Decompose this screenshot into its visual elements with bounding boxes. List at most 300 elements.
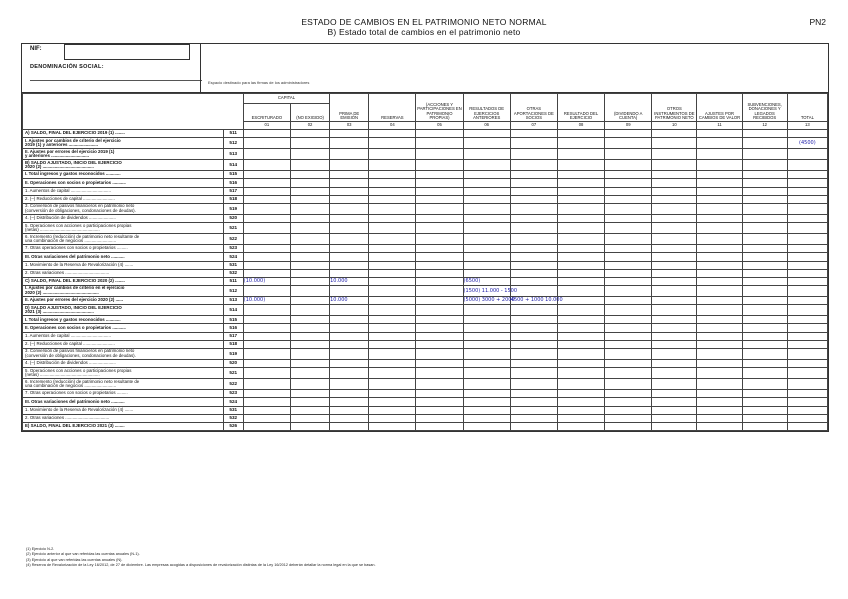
value-cell[interactable]	[290, 171, 329, 179]
value-cell[interactable]	[330, 305, 369, 316]
value-cell[interactable]	[290, 160, 329, 171]
value-cell[interactable]	[605, 286, 652, 297]
value-cell[interactable]	[463, 223, 510, 234]
value-cell[interactable]	[416, 160, 463, 171]
value-cell[interactable]	[742, 316, 787, 324]
value-cell[interactable]	[463, 406, 510, 414]
value-cell[interactable]	[652, 171, 697, 179]
value-cell[interactable]	[605, 160, 652, 171]
value-cell[interactable]	[369, 297, 416, 305]
value-cell[interactable]	[243, 253, 290, 261]
value-cell[interactable]	[652, 398, 697, 406]
value-cell[interactable]	[369, 179, 416, 187]
value-cell[interactable]	[557, 203, 604, 214]
value-cell[interactable]	[243, 324, 290, 332]
value-cell[interactable]	[416, 214, 463, 222]
value-cell[interactable]	[787, 187, 827, 195]
value-cell[interactable]	[787, 316, 827, 324]
value-cell[interactable]	[290, 214, 329, 222]
value-cell[interactable]	[605, 406, 652, 414]
value-cell[interactable]	[463, 149, 510, 160]
value-cell[interactable]	[557, 149, 604, 160]
value-cell[interactable]	[243, 245, 290, 253]
value-cell[interactable]	[510, 398, 557, 406]
value-cell[interactable]	[510, 277, 557, 285]
value-cell[interactable]	[369, 316, 416, 324]
value-cell[interactable]	[330, 398, 369, 406]
value-cell[interactable]	[330, 324, 369, 332]
value-cell[interactable]	[290, 223, 329, 234]
value-cell[interactable]	[652, 324, 697, 332]
value-cell[interactable]	[416, 332, 463, 340]
value-cell[interactable]	[787, 261, 827, 269]
value-cell[interactable]	[463, 340, 510, 348]
value-cell[interactable]	[557, 187, 604, 195]
value-cell[interactable]	[330, 340, 369, 348]
value-cell[interactable]	[243, 261, 290, 269]
value-cell[interactable]	[742, 130, 787, 138]
value-cell[interactable]	[330, 234, 369, 245]
value-cell[interactable]	[243, 340, 290, 348]
value-cell[interactable]	[369, 324, 416, 332]
value-cell[interactable]	[290, 261, 329, 269]
value-cell[interactable]	[416, 195, 463, 203]
value-cell[interactable]	[697, 390, 742, 398]
value-cell[interactable]	[652, 349, 697, 360]
value-cell[interactable]	[605, 277, 652, 285]
value-cell[interactable]	[557, 261, 604, 269]
value-cell[interactable]	[510, 422, 557, 430]
value-cell[interactable]	[697, 332, 742, 340]
value-cell[interactable]	[416, 340, 463, 348]
value-cell[interactable]	[416, 203, 463, 214]
value-cell[interactable]	[416, 360, 463, 368]
value-cell[interactable]	[652, 130, 697, 138]
value-cell[interactable]	[463, 138, 510, 149]
value-cell[interactable]	[742, 340, 787, 348]
value-cell[interactable]	[510, 349, 557, 360]
value-cell[interactable]	[605, 305, 652, 316]
value-cell[interactable]	[742, 138, 787, 149]
value-cell[interactable]	[605, 171, 652, 179]
value-cell[interactable]	[787, 223, 827, 234]
value-cell[interactable]	[605, 368, 652, 379]
value-cell[interactable]	[416, 149, 463, 160]
value-cell[interactable]	[742, 253, 787, 261]
value-cell[interactable]	[652, 286, 697, 297]
value-cell[interactable]	[290, 368, 329, 379]
value-cell[interactable]	[742, 214, 787, 222]
value-cell[interactable]	[652, 406, 697, 414]
value-cell[interactable]	[290, 253, 329, 261]
value-cell[interactable]	[605, 422, 652, 430]
value-cell[interactable]	[742, 277, 787, 285]
value-cell[interactable]	[787, 324, 827, 332]
value-cell[interactable]	[369, 253, 416, 261]
value-cell[interactable]	[510, 187, 557, 195]
value-cell[interactable]	[290, 187, 329, 195]
value-cell[interactable]	[330, 390, 369, 398]
value-cell[interactable]	[463, 245, 510, 253]
value-cell[interactable]	[416, 324, 463, 332]
value-cell[interactable]	[330, 269, 369, 277]
value-cell[interactable]	[330, 261, 369, 269]
value-cell[interactable]	[742, 223, 787, 234]
value-cell[interactable]	[652, 340, 697, 348]
value-cell[interactable]	[243, 414, 290, 422]
value-cell[interactable]	[416, 316, 463, 324]
value-cell[interactable]	[463, 305, 510, 316]
value-cell[interactable]	[416, 130, 463, 138]
value-cell[interactable]	[697, 234, 742, 245]
value-cell[interactable]	[557, 360, 604, 368]
value-cell[interactable]	[652, 138, 697, 149]
value-cell[interactable]	[369, 379, 416, 390]
value-cell[interactable]	[605, 179, 652, 187]
value-cell[interactable]	[290, 379, 329, 390]
value-cell[interactable]	[787, 253, 827, 261]
value-cell[interactable]	[605, 203, 652, 214]
value-cell[interactable]	[742, 203, 787, 214]
value-cell[interactable]	[557, 305, 604, 316]
value-cell[interactable]	[290, 179, 329, 187]
value-cell[interactable]	[605, 349, 652, 360]
value-cell[interactable]	[330, 223, 369, 234]
value-cell[interactable]	[697, 379, 742, 390]
value-cell[interactable]	[290, 305, 329, 316]
value-cell[interactable]	[416, 261, 463, 269]
value-cell[interactable]	[463, 160, 510, 171]
value-cell[interactable]	[605, 149, 652, 160]
value-cell[interactable]	[510, 406, 557, 414]
value-cell[interactable]	[510, 195, 557, 203]
value-cell[interactable]	[416, 179, 463, 187]
value-cell[interactable]	[697, 340, 742, 348]
value-cell[interactable]	[652, 422, 697, 430]
value-cell[interactable]	[697, 253, 742, 261]
value-cell[interactable]	[290, 324, 329, 332]
value-cell[interactable]	[652, 160, 697, 171]
value-cell[interactable]	[605, 316, 652, 324]
value-cell[interactable]	[463, 214, 510, 222]
value-cell[interactable]	[697, 179, 742, 187]
value-cell[interactable]	[330, 316, 369, 324]
value-cell[interactable]	[652, 187, 697, 195]
value-cell[interactable]	[697, 195, 742, 203]
value-cell[interactable]	[416, 286, 463, 297]
value-cell[interactable]	[463, 187, 510, 195]
value-cell[interactable]	[652, 297, 697, 305]
handwritten-value[interactable]: (5000) 3000 + 2000	[463, 297, 515, 304]
value-cell[interactable]	[742, 171, 787, 179]
value-cell[interactable]	[369, 349, 416, 360]
value-cell[interactable]	[742, 305, 787, 316]
value-cell[interactable]	[510, 414, 557, 422]
value-cell[interactable]	[243, 214, 290, 222]
value-cell[interactable]	[463, 390, 510, 398]
value-cell[interactable]	[787, 349, 827, 360]
value-cell[interactable]	[652, 269, 697, 277]
value-cell[interactable]	[605, 195, 652, 203]
value-cell[interactable]	[742, 261, 787, 269]
value-cell[interactable]	[557, 245, 604, 253]
value-cell[interactable]	[605, 414, 652, 422]
value-cell[interactable]	[290, 390, 329, 398]
value-cell[interactable]	[243, 332, 290, 340]
value-cell[interactable]	[742, 160, 787, 171]
value-cell[interactable]	[557, 269, 604, 277]
value-cell[interactable]	[742, 297, 787, 305]
value-cell[interactable]	[605, 340, 652, 348]
value-cell[interactable]	[330, 349, 369, 360]
value-cell[interactable]	[416, 234, 463, 245]
value-cell[interactable]	[557, 390, 604, 398]
value-cell[interactable]	[330, 203, 369, 214]
value-cell[interactable]	[290, 406, 329, 414]
handwritten-value[interactable]: (1500) 11.000 - 1500	[463, 286, 510, 297]
value-cell[interactable]	[787, 360, 827, 368]
value-cell[interactable]	[742, 324, 787, 332]
value-cell[interactable]	[697, 297, 742, 305]
value-cell[interactable]	[787, 332, 827, 340]
value-cell[interactable]	[463, 414, 510, 422]
value-cell[interactable]	[605, 138, 652, 149]
value-cell[interactable]	[787, 297, 827, 305]
value-cell[interactable]	[742, 379, 787, 390]
value-cell[interactable]	[510, 360, 557, 368]
value-cell[interactable]	[463, 316, 510, 324]
value-cell[interactable]	[243, 316, 290, 324]
value-cell[interactable]	[463, 269, 510, 277]
value-cell[interactable]	[697, 187, 742, 195]
value-cell[interactable]	[290, 203, 329, 214]
value-cell[interactable]	[605, 187, 652, 195]
value-cell[interactable]	[510, 179, 557, 187]
value-cell[interactable]	[243, 223, 290, 234]
value-cell[interactable]	[652, 234, 697, 245]
value-cell[interactable]	[330, 160, 369, 171]
value-cell[interactable]	[330, 245, 369, 253]
value-cell[interactable]	[742, 414, 787, 422]
value-cell[interactable]	[510, 171, 557, 179]
value-cell[interactable]	[787, 422, 827, 430]
value-cell[interactable]	[463, 195, 510, 203]
value-cell[interactable]	[290, 340, 329, 348]
value-cell[interactable]	[369, 390, 416, 398]
value-cell[interactable]	[652, 305, 697, 316]
value-cell[interactable]	[369, 368, 416, 379]
value-cell[interactable]	[742, 332, 787, 340]
value-cell[interactable]	[330, 332, 369, 340]
handwritten-value[interactable]: (10.000)	[243, 297, 290, 305]
value-cell[interactable]	[290, 195, 329, 203]
value-cell[interactable]	[787, 379, 827, 390]
value-cell[interactable]	[243, 286, 290, 297]
handwritten-value[interactable]: 4500 + 1000 10.000	[510, 297, 563, 304]
value-cell[interactable]	[605, 332, 652, 340]
value-cell[interactable]	[463, 203, 510, 214]
value-cell[interactable]	[742, 149, 787, 160]
value-cell[interactable]	[697, 245, 742, 253]
value-cell[interactable]	[557, 234, 604, 245]
value-cell[interactable]	[742, 349, 787, 360]
value-cell[interactable]	[605, 130, 652, 138]
denominacion-field[interactable]	[30, 80, 202, 81]
value-cell[interactable]	[557, 277, 604, 285]
value-cell[interactable]	[557, 340, 604, 348]
value-cell[interactable]	[787, 130, 827, 138]
value-cell[interactable]	[369, 214, 416, 222]
value-cell[interactable]	[605, 245, 652, 253]
value-cell[interactable]	[787, 305, 827, 316]
value-cell[interactable]	[557, 195, 604, 203]
value-cell[interactable]	[369, 195, 416, 203]
value-cell[interactable]	[787, 398, 827, 406]
value-cell[interactable]	[243, 368, 290, 379]
value-cell[interactable]	[243, 406, 290, 414]
value-cell[interactable]	[290, 269, 329, 277]
value-cell[interactable]	[369, 171, 416, 179]
value-cell[interactable]	[369, 398, 416, 406]
value-cell[interactable]	[510, 286, 557, 297]
value-cell[interactable]	[510, 223, 557, 234]
value-cell[interactable]	[463, 253, 510, 261]
value-cell[interactable]	[697, 223, 742, 234]
value-cell[interactable]	[330, 195, 369, 203]
value-cell[interactable]	[697, 316, 742, 324]
value-cell[interactable]	[510, 130, 557, 138]
value-cell[interactable]	[330, 179, 369, 187]
value-cell[interactable]	[697, 398, 742, 406]
value-cell[interactable]	[787, 214, 827, 222]
value-cell[interactable]	[369, 414, 416, 422]
value-cell[interactable]	[652, 203, 697, 214]
value-cell[interactable]	[369, 332, 416, 340]
value-cell[interactable]	[416, 277, 463, 285]
value-cell[interactable]	[416, 305, 463, 316]
value-cell[interactable]	[605, 261, 652, 269]
value-cell[interactable]	[330, 171, 369, 179]
value-cell[interactable]	[369, 130, 416, 138]
value-cell[interactable]	[510, 160, 557, 171]
value-cell[interactable]	[697, 324, 742, 332]
value-cell[interactable]	[652, 379, 697, 390]
value-cell[interactable]	[416, 245, 463, 253]
value-cell[interactable]	[290, 234, 329, 245]
value-cell[interactable]	[510, 269, 557, 277]
value-cell[interactable]	[463, 379, 510, 390]
value-cell[interactable]	[742, 245, 787, 253]
value-cell[interactable]	[742, 286, 787, 297]
value-cell[interactable]	[652, 360, 697, 368]
value-cell[interactable]	[557, 179, 604, 187]
value-cell[interactable]	[416, 398, 463, 406]
value-cell[interactable]	[463, 234, 510, 245]
value-cell[interactable]	[510, 332, 557, 340]
value-cell[interactable]	[697, 269, 742, 277]
value-cell[interactable]	[787, 390, 827, 398]
value-cell[interactable]	[652, 195, 697, 203]
value-cell[interactable]	[697, 305, 742, 316]
value-cell[interactable]	[290, 138, 329, 149]
value-cell[interactable]	[510, 390, 557, 398]
value-cell[interactable]	[463, 171, 510, 179]
value-cell[interactable]	[652, 149, 697, 160]
value-cell[interactable]	[330, 360, 369, 368]
value-cell[interactable]	[605, 398, 652, 406]
value-cell[interactable]	[243, 179, 290, 187]
value-cell[interactable]	[330, 187, 369, 195]
value-cell[interactable]	[463, 349, 510, 360]
value-cell[interactable]	[787, 245, 827, 253]
value-cell[interactable]	[463, 179, 510, 187]
value-cell[interactable]	[510, 305, 557, 316]
value-cell[interactable]	[369, 203, 416, 214]
value-cell[interactable]	[416, 414, 463, 422]
value-cell[interactable]	[369, 261, 416, 269]
value-cell[interactable]	[787, 406, 827, 414]
value-cell[interactable]	[652, 179, 697, 187]
value-cell[interactable]	[787, 269, 827, 277]
value-cell[interactable]	[742, 406, 787, 414]
value-cell[interactable]	[605, 253, 652, 261]
value-cell[interactable]	[290, 360, 329, 368]
value-cell[interactable]	[605, 360, 652, 368]
value-cell[interactable]	[557, 368, 604, 379]
value-cell[interactable]	[510, 149, 557, 160]
value-cell[interactable]	[243, 195, 290, 203]
value-cell[interactable]	[416, 349, 463, 360]
value-cell[interactable]	[697, 360, 742, 368]
value-cell[interactable]	[290, 422, 329, 430]
value-cell[interactable]	[652, 277, 697, 285]
value-cell[interactable]	[290, 297, 329, 305]
value-cell[interactable]	[243, 398, 290, 406]
value-cell[interactable]	[742, 360, 787, 368]
value-cell[interactable]	[510, 379, 557, 390]
value-cell[interactable]	[243, 349, 290, 360]
value-cell[interactable]	[416, 187, 463, 195]
value-cell[interactable]	[416, 368, 463, 379]
value-cell[interactable]	[652, 245, 697, 253]
value-cell[interactable]	[652, 223, 697, 234]
value-cell[interactable]	[369, 269, 416, 277]
value-cell[interactable]	[652, 332, 697, 340]
handwritten-value[interactable]: (4500)	[787, 138, 827, 149]
value-cell[interactable]	[697, 160, 742, 171]
value-cell[interactable]	[652, 253, 697, 261]
value-cell[interactable]	[463, 324, 510, 332]
value-cell[interactable]	[697, 214, 742, 222]
value-cell[interactable]	[605, 269, 652, 277]
value-cell[interactable]	[787, 286, 827, 297]
value-cell[interactable]	[330, 414, 369, 422]
value-cell[interactable]	[787, 414, 827, 422]
value-cell[interactable]	[510, 316, 557, 324]
value-cell[interactable]	[697, 203, 742, 214]
value-cell[interactable]	[787, 234, 827, 245]
value-cell[interactable]	[369, 187, 416, 195]
value-cell[interactable]	[369, 245, 416, 253]
value-cell[interactable]	[557, 286, 604, 297]
value-cell[interactable]	[463, 332, 510, 340]
value-cell[interactable]	[510, 253, 557, 261]
value-cell[interactable]	[243, 422, 290, 430]
value-cell[interactable]	[290, 277, 329, 285]
value-cell[interactable]	[787, 203, 827, 214]
handwritten-value[interactable]: 10.000	[330, 277, 369, 285]
value-cell[interactable]	[787, 149, 827, 160]
